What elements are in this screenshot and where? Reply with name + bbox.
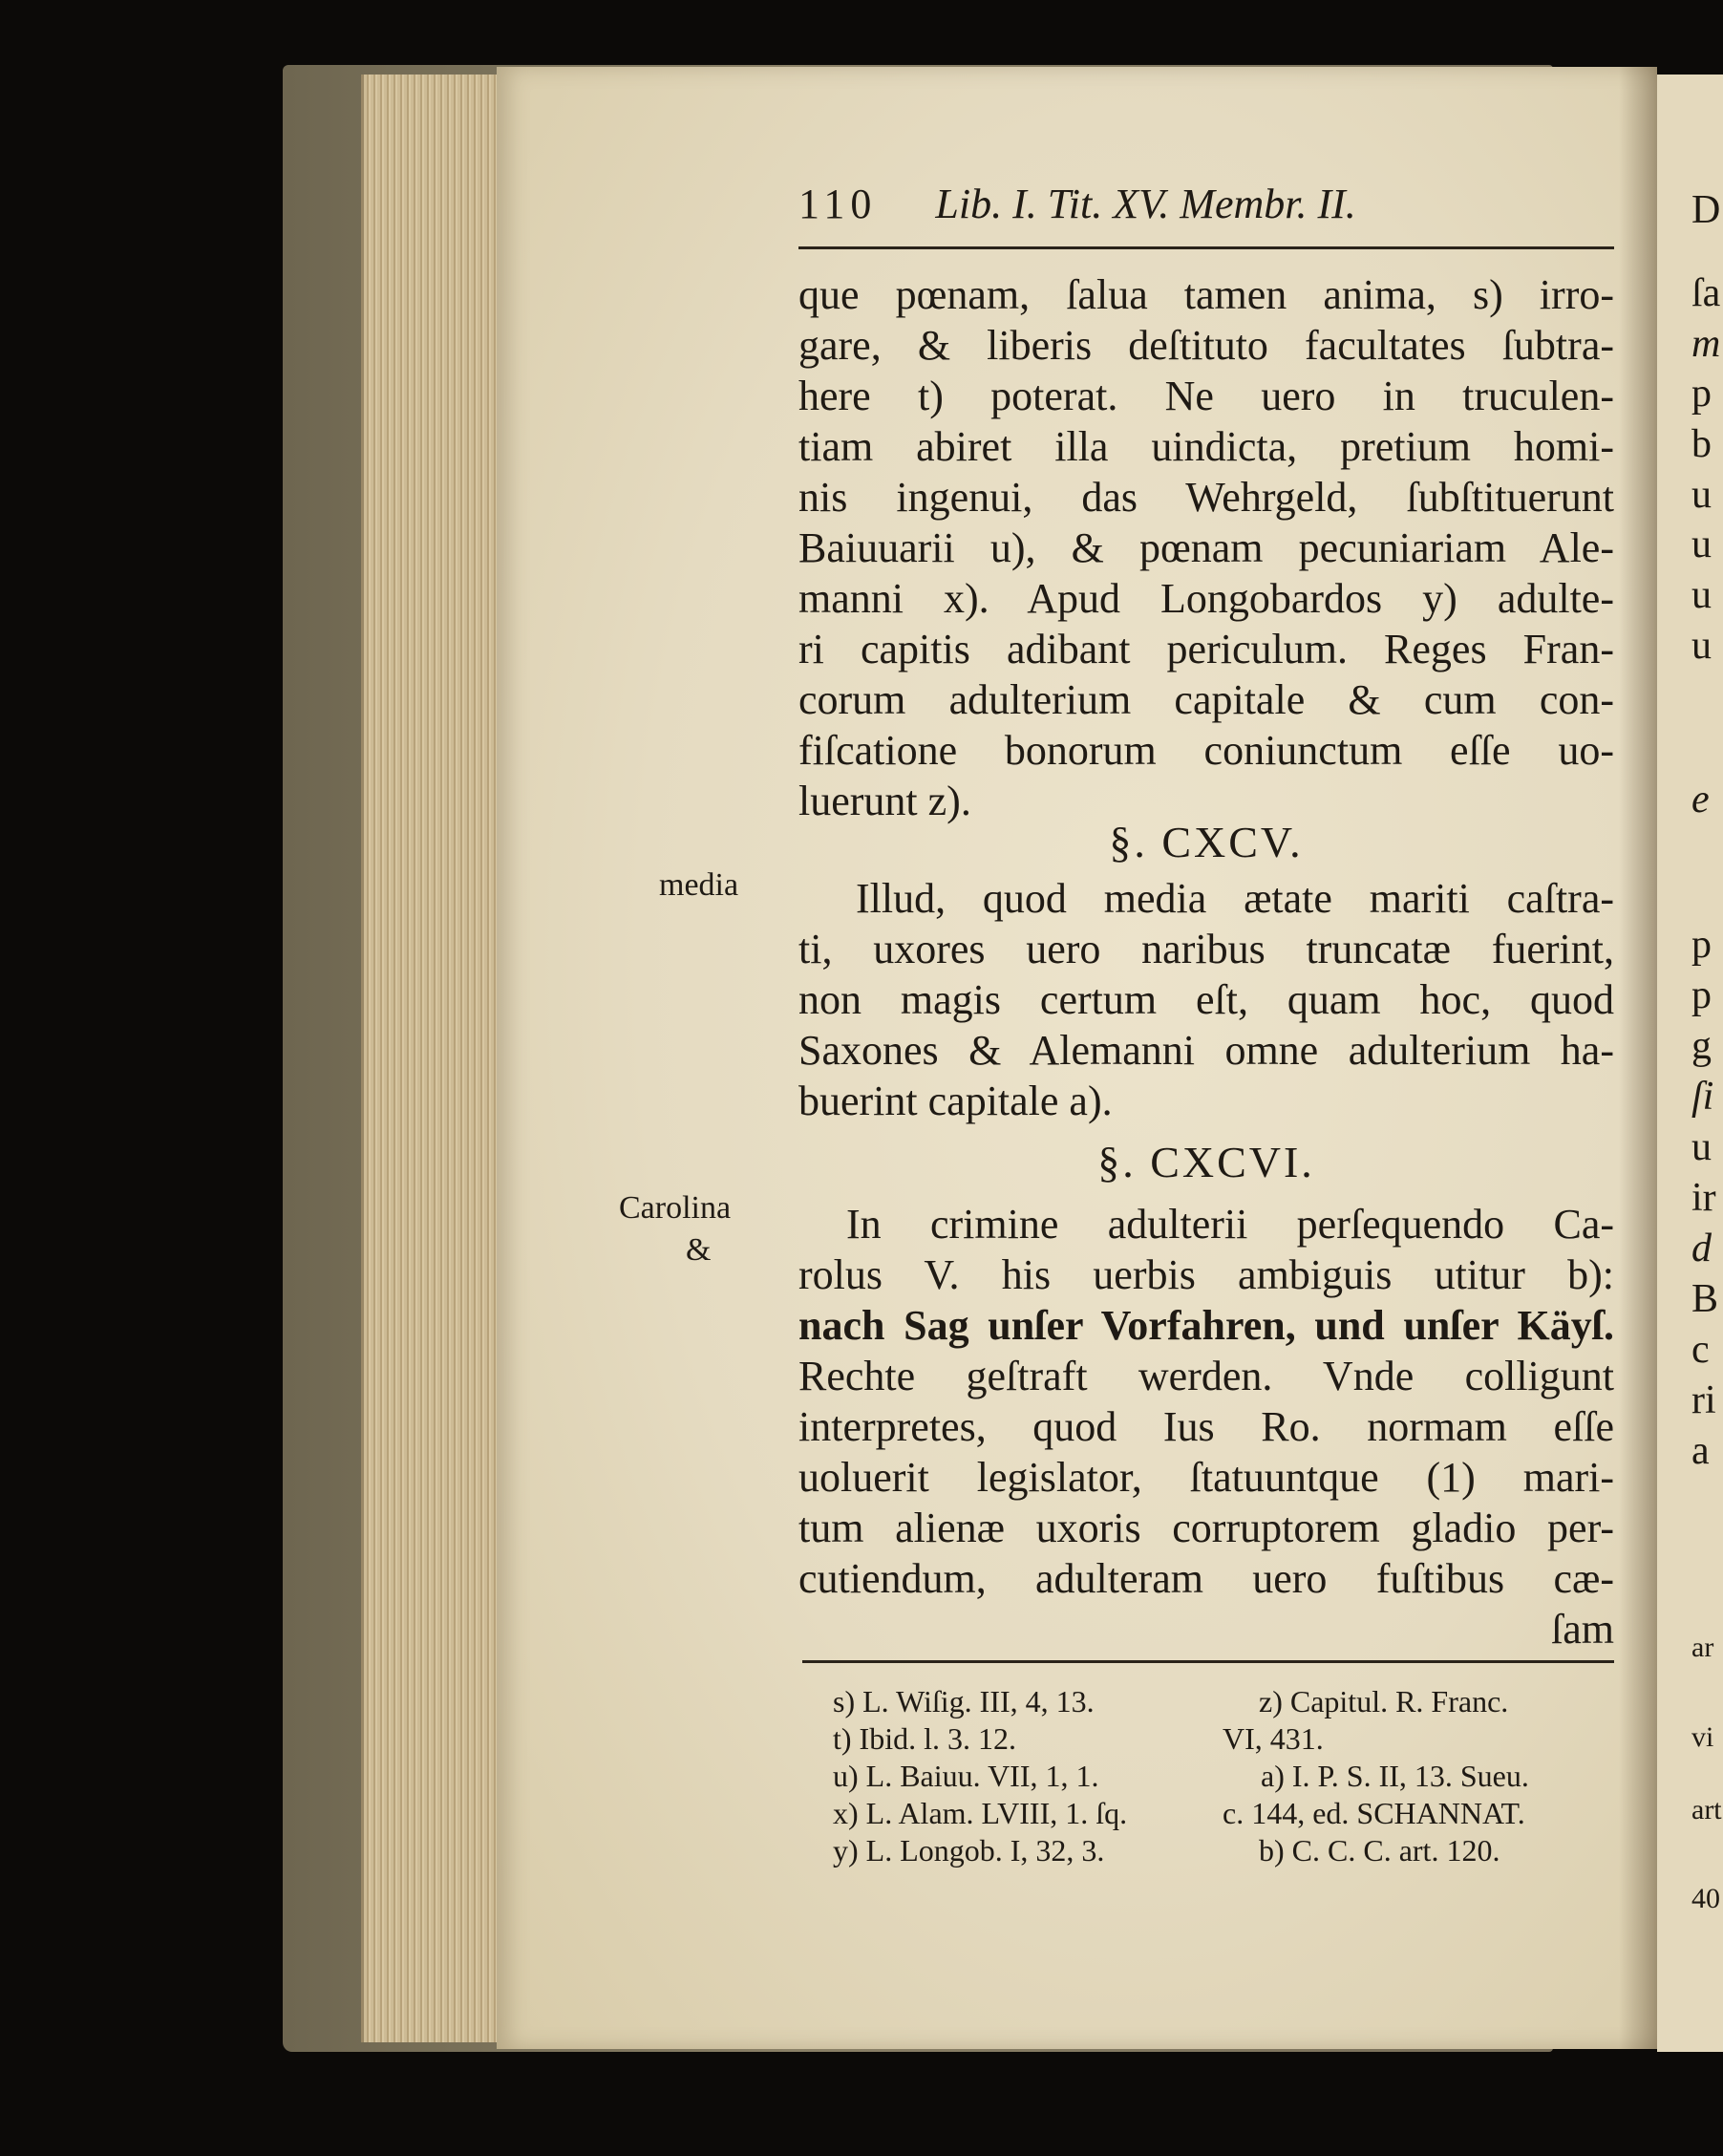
body-line: ti, uxores uero naribus truncatæ fuerint,: [798, 926, 1614, 972]
body-line: tum alienæ uxoris corruptorem gladio per-: [798, 1505, 1614, 1551]
margin-note: media: [659, 867, 739, 903]
facing-fragment: d: [1691, 1227, 1712, 1270]
body-line: interpretes, quod Ius Ro. normam eſſe: [798, 1403, 1614, 1450]
body-line: corum adulterium capitale & cum con-: [798, 676, 1614, 723]
footnote: x) L. Alam. LVIII, 1. ſq.: [833, 1796, 1128, 1830]
gutter-shadow: [1619, 67, 1657, 2049]
facing-fragment: u: [1691, 1125, 1712, 1169]
facing-fragment: u: [1691, 624, 1712, 668]
facing-fragment: ri: [1691, 1378, 1716, 1422]
facing-fragment: a: [1691, 1429, 1710, 1473]
footnote: u) L. Baiuu. VII, 1, 1.: [833, 1759, 1099, 1793]
facing-fragment: u: [1691, 523, 1712, 566]
facing-fragment: art: [1691, 1794, 1722, 1825]
facing-fragment: m: [1691, 322, 1721, 366]
facing-fragment: u: [1691, 473, 1712, 517]
facing-fragment: b: [1691, 422, 1712, 466]
facing-fragment: p: [1691, 973, 1712, 1017]
running-title: Lib. I. Tit. XV. Membr. II.: [935, 181, 1356, 227]
body-line: Baiuuarii u), & pœnam pecuniariam Ale-: [798, 524, 1614, 571]
body-line: fiſcatione bonorum coniunctum eſſe uo-: [798, 727, 1614, 774]
facing-fragment: g: [1691, 1024, 1712, 1068]
facing-fragment: ar: [1691, 1632, 1714, 1663]
facing-fragment: ſi: [1691, 1075, 1714, 1119]
facing-fragment: ſa: [1691, 271, 1721, 315]
facing-page-fragment: [1657, 75, 1723, 2052]
body-line: gare, & liberis deſtituto facultates ſubtra-: [798, 322, 1614, 369]
footnote: c. 144, ed. SCHANNAT.: [1223, 1796, 1525, 1830]
facing-fragment: p: [1691, 372, 1712, 416]
page-number: 110: [798, 181, 878, 227]
body-line: non magis certum eſt, quam hoc, quod: [798, 976, 1614, 1023]
body-line: uoluerit legislator, ſtatuuntque (1) mari-: [798, 1454, 1614, 1501]
footnote: y) L. Longob. I, 32, 3.: [833, 1833, 1105, 1868]
facing-fragment: p: [1691, 923, 1712, 967]
body-line: Illud, quod media ætate mariti caſtra-: [856, 875, 1614, 922]
body-line: tiam abiret illa uindicta, pretium homi-: [798, 423, 1614, 470]
body-line: Saxones & Alemanni omne adulterium ha-: [798, 1027, 1614, 1074]
footnote: z) Capitul. R. Franc.: [1259, 1684, 1509, 1718]
footnote: a) I. P. S. II, 13. Sueu.: [1261, 1759, 1529, 1793]
catchword: ſam: [1551, 1606, 1614, 1653]
facing-fragment: e: [1691, 778, 1710, 822]
footnote: t) Ibid. l. 3. 12.: [833, 1721, 1016, 1756]
section-heading: §. CXCV.: [1109, 818, 1304, 866]
facing-fragment: ir: [1691, 1176, 1716, 1220]
page-edges: [361, 75, 505, 2042]
body-line: buerint capitale a).: [798, 1078, 1113, 1124]
facing-fragment: c: [1691, 1328, 1710, 1372]
section-heading: §. CXCVI.: [1097, 1138, 1315, 1186]
body-line: nach Sag unſer Vorfahren, und unſer Käyſ.: [798, 1302, 1614, 1349]
body-line: here t) poterat. Ne uero in truculen-: [798, 373, 1614, 419]
header-rule: [798, 246, 1614, 249]
body-line: cutiendum, adulteram uero fuſtibus cæ-: [798, 1555, 1614, 1602]
margin-note: Carolina: [619, 1190, 732, 1226]
body-line: nis ingenui, das Wehrgeld, ſubſtituerunt: [798, 474, 1614, 521]
facing-fragment: u: [1691, 573, 1712, 617]
facing-fragment: D: [1691, 188, 1721, 232]
body-line: luerunt z).: [798, 778, 971, 824]
facing-fragment: vi: [1691, 1721, 1714, 1753]
footnote: VI, 431.: [1223, 1721, 1324, 1756]
body-line: ri capitis adibant periculum. Reges Fran-: [798, 626, 1614, 672]
footnote: s) L. Wiſig. III, 4, 13.: [833, 1684, 1095, 1718]
body-line: Rechte geſtraft werden. Vnde colligunt: [798, 1353, 1614, 1399]
facing-fragment: B: [1691, 1277, 1719, 1321]
footnote: b) C. C. C. art. 120.: [1259, 1833, 1500, 1868]
footnote-rule: [802, 1660, 1614, 1663]
body-line: rolus V. his uerbis ambiguis utitur b):: [798, 1251, 1614, 1298]
running-header: [798, 180, 1467, 237]
body-line: que pœnam, ſalua tamen anima, s) irro-: [798, 271, 1614, 318]
body-line: In crimine adulterii perſequendo Ca-: [846, 1201, 1614, 1248]
facing-fragment: 40: [1691, 1883, 1720, 1914]
margin-note: &: [686, 1232, 712, 1268]
body-line: manni x). Apud Longobardos y) adulte-: [798, 575, 1614, 622]
